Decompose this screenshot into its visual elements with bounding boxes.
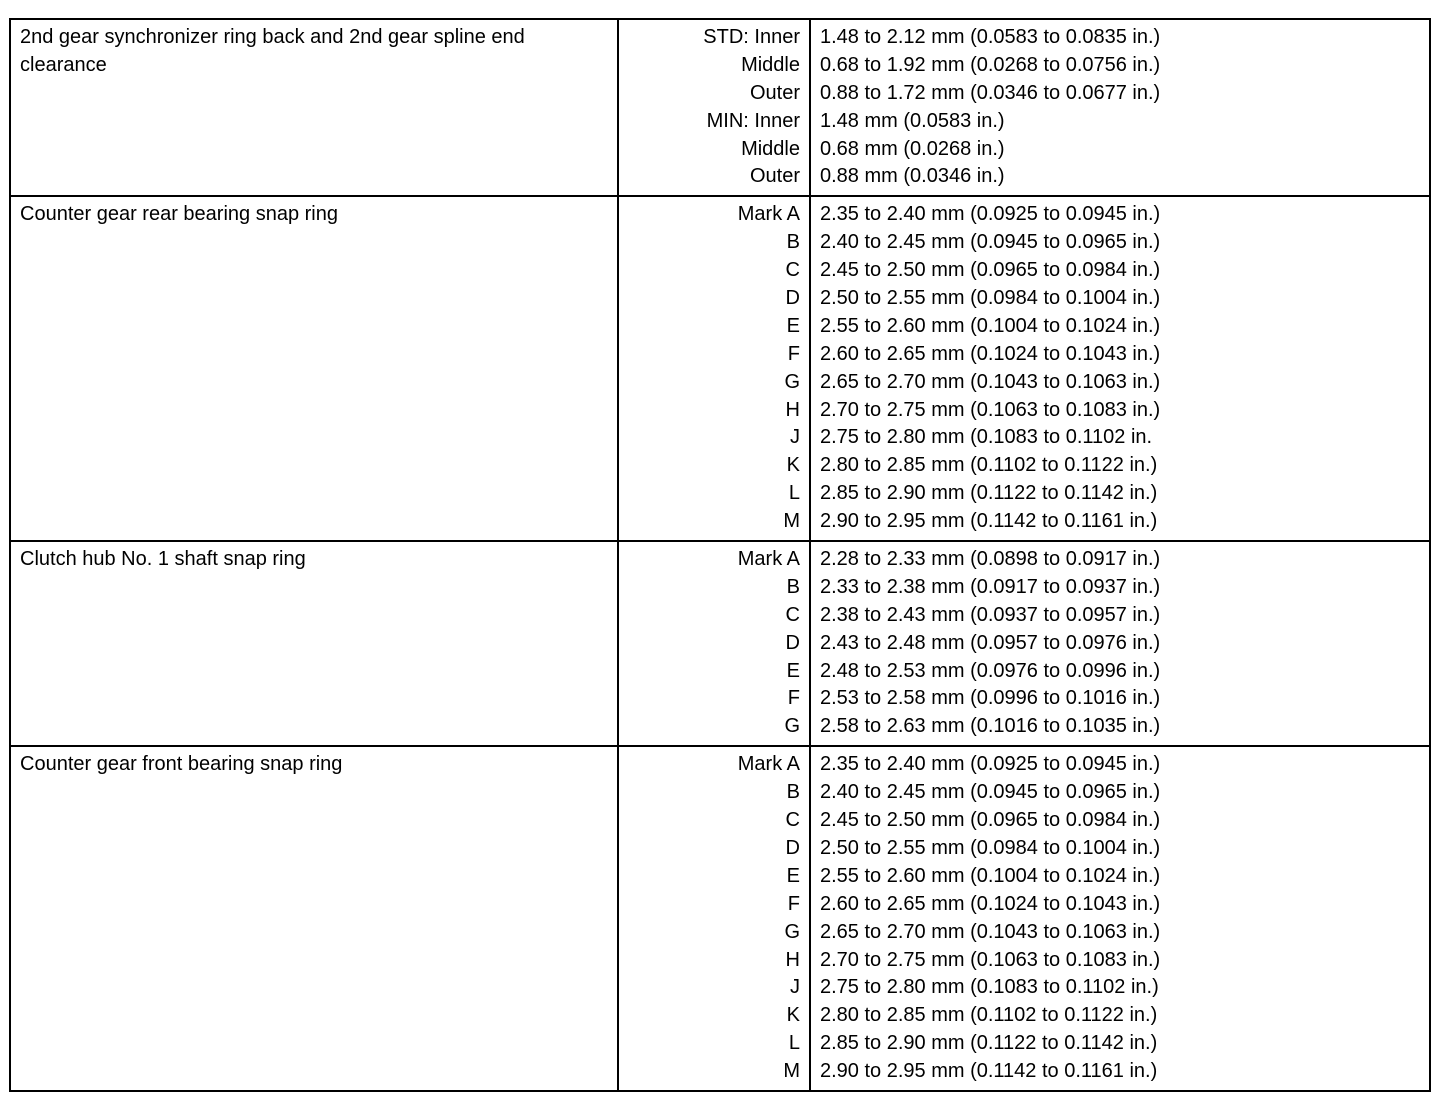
- mark-label: Outer: [749, 165, 800, 188]
- spec-value: 2.70 to 2.75 mm (0.1063 to 0.1083 in.): [820, 398, 1161, 421]
- spec-value: 2.28 to 2.33 mm (0.0898 to 0.0917 in.): [820, 548, 1161, 571]
- table-row: [10, 541, 1430, 746]
- mark-label: E: [786, 864, 800, 887]
- mark-label: STD: Inner: [703, 26, 800, 48]
- spec-value: 2.45 to 2.50 mm (0.0965 to 0.0984 in.): [820, 259, 1161, 282]
- spec-value: 2.53 to 2.58 mm (0.0996 to 0.1016 in.): [820, 687, 1161, 710]
- mark-label: B: [786, 781, 800, 804]
- table-row: [10, 746, 1430, 1091]
- spec-value: 2.80 to 2.85 mm (0.1102 to 0.1122 in.): [820, 1004, 1158, 1027]
- specification-table: [9, 18, 1431, 1092]
- mark-label: Mark A: [737, 203, 800, 226]
- item-name-cell: Counter gear front bearing snap ring: [10, 746, 618, 1091]
- spec-value: 2.43 to 2.48 mm (0.0957 to 0.0976 in.): [820, 631, 1161, 654]
- mark-label: J: [790, 426, 800, 449]
- mark-label: H: [785, 398, 800, 421]
- mark-label: J: [790, 976, 800, 999]
- mark-label: M: [783, 1060, 800, 1083]
- spec-value: 2.80 to 2.85 mm (0.1102 to 0.1122 in.): [820, 454, 1158, 477]
- spec-value: 2.40 to 2.45 mm (0.0945 to 0.0965 in.): [820, 781, 1161, 804]
- spec-value-cell: [810, 746, 1430, 1091]
- spec-value: 2.85 to 2.90 mm (0.1122 to 0.1142 in.): [820, 482, 1158, 505]
- spec-value: 2.85 to 2.90 mm (0.1122 to 0.1142 in.): [820, 1032, 1158, 1055]
- spec-value: 2.50 to 2.55 mm (0.0984 to 0.1004 in.): [820, 287, 1161, 310]
- spec-value: 2.75 to 2.80 mm (0.1083 to 0.1102 in.: [820, 426, 1153, 449]
- spec-value: 2.38 to 2.43 mm (0.0937 to 0.0957 in.): [820, 603, 1161, 626]
- spec-value: 2.60 to 2.65 mm (0.1024 to 0.1043 in.): [820, 342, 1161, 365]
- mark-label: G: [784, 920, 800, 943]
- spec-value: 0.88 mm (0.0346 in.): [820, 165, 1005, 188]
- mark-label: B: [786, 575, 800, 598]
- spec-value: 2.75 to 2.80 mm (0.1083 to 0.1102 in.): [820, 976, 1159, 999]
- item-name-cell: 2nd gear synchronizer ring back and 2nd gear spline end clearance: [10, 19, 618, 196]
- mark-label: C: [785, 809, 800, 832]
- spec-value-cell: [810, 19, 1430, 196]
- mark-label-cell: [618, 746, 810, 1091]
- mark-label: Mark A: [737, 548, 800, 571]
- spec-value: 2.55 to 2.60 mm (0.1004 to 0.1024 in.): [820, 314, 1161, 337]
- mark-label: G: [784, 715, 800, 738]
- spec-value: 0.68 mm (0.0268 in.): [820, 137, 1005, 160]
- mark-label: MIN: Inner: [706, 109, 800, 132]
- mark-label: F: [787, 892, 800, 915]
- spec-value: 2.90 to 2.95 mm (0.1142 to 0.1161 in.): [820, 1060, 1158, 1083]
- mark-label: F: [787, 687, 800, 710]
- mark-label: C: [785, 259, 800, 282]
- mark-label: D: [785, 836, 800, 859]
- mark-label: Outer: [749, 81, 800, 104]
- spec-value-cell: [810, 196, 1430, 541]
- spec-value: 2.40 to 2.45 mm (0.0945 to 0.0965 in.): [820, 231, 1161, 254]
- mark-label: L: [788, 482, 800, 505]
- spec-value: 1.48 mm (0.0583 in.): [820, 109, 1005, 132]
- mark-label-cell: [618, 19, 810, 196]
- spec-value: 2.65 to 2.70 mm (0.1043 to 0.1063 in.): [820, 920, 1161, 943]
- spec-value: 2.35 to 2.40 mm (0.0925 to 0.0945 in.): [820, 753, 1161, 776]
- spec-value: 1.48 to 2.12 mm (0.0583 to 0.0835 in.): [820, 26, 1161, 48]
- mark-label: M: [783, 510, 800, 533]
- spec-value: 2.90 to 2.95 mm (0.1142 to 0.1161 in.): [820, 510, 1158, 533]
- spec-value: 2.65 to 2.70 mm (0.1043 to 0.1063 in.): [820, 370, 1161, 393]
- mark-label: K: [786, 454, 800, 477]
- table-row: [10, 19, 1430, 196]
- mark-label: Middle: [741, 137, 800, 160]
- spec-value: 0.88 to 1.72 mm (0.0346 to 0.0677 in.): [820, 81, 1161, 104]
- mark-label: D: [785, 631, 800, 654]
- specification-table-body: [10, 19, 1430, 1091]
- mark-label: H: [785, 948, 800, 971]
- item-name-cell: Clutch hub No. 1 shaft snap ring: [10, 541, 618, 746]
- mark-label: Mark A: [737, 753, 800, 776]
- spec-value: 2.58 to 2.63 mm (0.1016 to 0.1035 in.): [820, 715, 1161, 738]
- mark-label-cell: [618, 541, 810, 746]
- mark-label-cell: [618, 196, 810, 541]
- spec-value: 2.48 to 2.53 mm (0.0976 to 0.0996 in.): [820, 659, 1161, 682]
- spec-value: 2.70 to 2.75 mm (0.1063 to 0.1083 in.): [820, 948, 1161, 971]
- spec-value: 0.68 to 1.92 mm (0.0268 to 0.0756 in.): [820, 53, 1161, 76]
- mark-label: G: [784, 370, 800, 393]
- mark-label: B: [786, 231, 800, 254]
- mark-label: Middle: [741, 53, 800, 76]
- mark-label: E: [786, 659, 800, 682]
- spec-value: 2.50 to 2.55 mm (0.0984 to 0.1004 in.): [820, 836, 1161, 859]
- mark-label: K: [786, 1004, 800, 1027]
- spec-value: 2.33 to 2.38 mm (0.0917 to 0.0937 in.): [820, 575, 1161, 598]
- table-row: [10, 196, 1430, 541]
- mark-label: C: [785, 603, 800, 626]
- spec-value-cell: [810, 541, 1430, 746]
- spec-value: 2.60 to 2.65 mm (0.1024 to 0.1043 in.): [820, 892, 1161, 915]
- spec-value: 2.35 to 2.40 mm (0.0925 to 0.0945 in.): [820, 203, 1161, 226]
- mark-label: D: [785, 287, 800, 310]
- spec-value: 2.45 to 2.50 mm (0.0965 to 0.0984 in.): [820, 809, 1161, 832]
- mark-label: E: [786, 314, 800, 337]
- mark-label: F: [787, 342, 800, 365]
- spec-value: 2.55 to 2.60 mm (0.1004 to 0.1024 in.): [820, 864, 1161, 887]
- mark-label: L: [788, 1032, 800, 1055]
- item-name-cell: Counter gear rear bearing snap ring: [10, 196, 618, 541]
